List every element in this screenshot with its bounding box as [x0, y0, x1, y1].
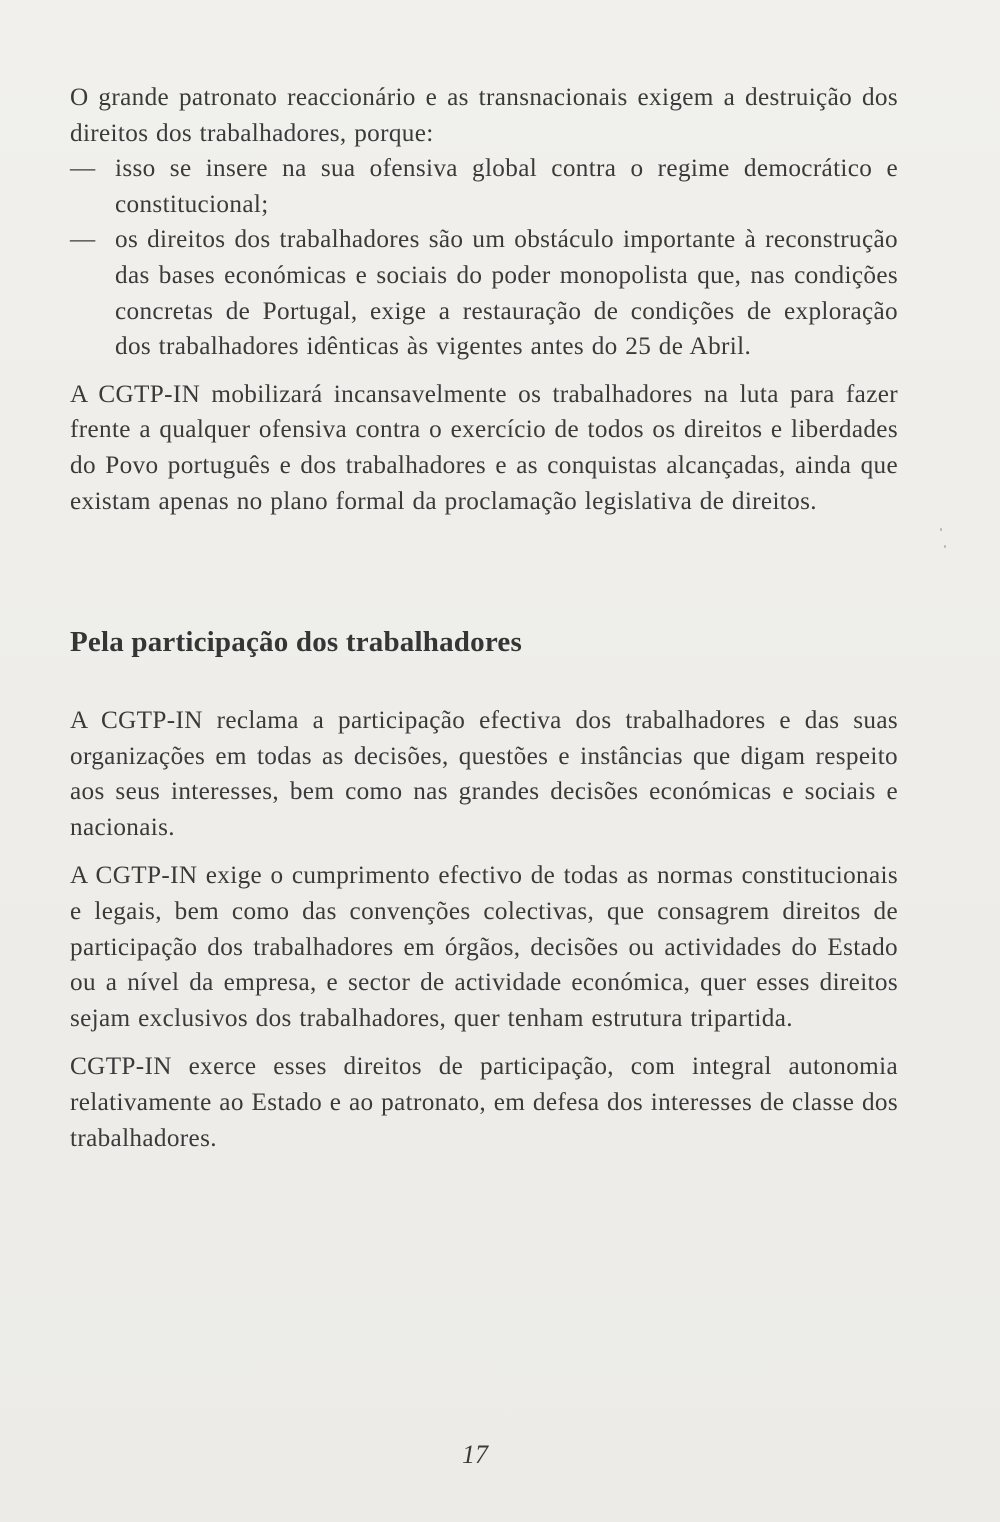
em-dash: —	[70, 155, 96, 183]
paper-speck	[940, 528, 942, 531]
em-dash: —	[70, 226, 96, 254]
bullet-text: os direitos dos trabalhadores são um obstáculo importante à reconstrução das bases económicas e sociais do poder monopolista que, nas condições concretas de Portugal, exige a restauração de condições de exploração dos trabalhadores idênticas às vigentes antes do 25 de Abril.	[115, 226, 898, 361]
section-2-text	[70, 703, 898, 1156]
body-paragraph: A CGTP-IN mobilizará incansavelmente os trabalhadores na luta para fazer frente a qualquer ofensiva contra o exercício de todos os direitos e liberdades do Povo português e dos trabalhadores e as conquistas alcançadas, ainda que existam apenas no plano formal da proclamação legislativa de direitos.	[70, 380, 898, 515]
body-paragraph: A CGTP-IN reclama a participação efectiva dos trabalhadores e das suas organizações em todas as decisões, questões e instâncias que digam respeito aos seus interesses, bem como nas grandes decisões económicas e sociais e nacionais.	[70, 707, 898, 841]
page-number: 17	[462, 1440, 488, 1469]
bullet-item	[70, 222, 898, 364]
body-paragraph: CGTP-IN exerce esses direitos de participação, com integral autonomia relativamente ao Estado e ao patronato, em defesa dos interesses de classe dos trabalhadores.	[70, 1053, 898, 1152]
paper-speck	[944, 545, 946, 548]
section-heading: Pela participação dos trabalhadores	[70, 626, 522, 658]
bullet-text: isso se insere na sua ofensiva global contra o regime democrático e constitucional;	[115, 155, 898, 218]
bullet-item	[70, 151, 898, 222]
intro-paragraph: O grande patronato reaccionário e as transnacionais exigem a destruição dos direitos dos trabalhadores, porque:	[70, 84, 898, 147]
section-1-text	[70, 80, 898, 519]
body-paragraph: A CGTP-IN exige o cumprimento efectivo de todas as normas constitucionais e legais, bem como das convenções colectivas, que consagrem direitos de participação dos trabalhadores em órgãos, decisões ou actividades do Estado ou a nível da empresa, e sector de actividade económica, quer esses direitos sejam exclusivos dos trabalhadores, quer tenham estrutura tripartida.	[70, 862, 898, 1032]
